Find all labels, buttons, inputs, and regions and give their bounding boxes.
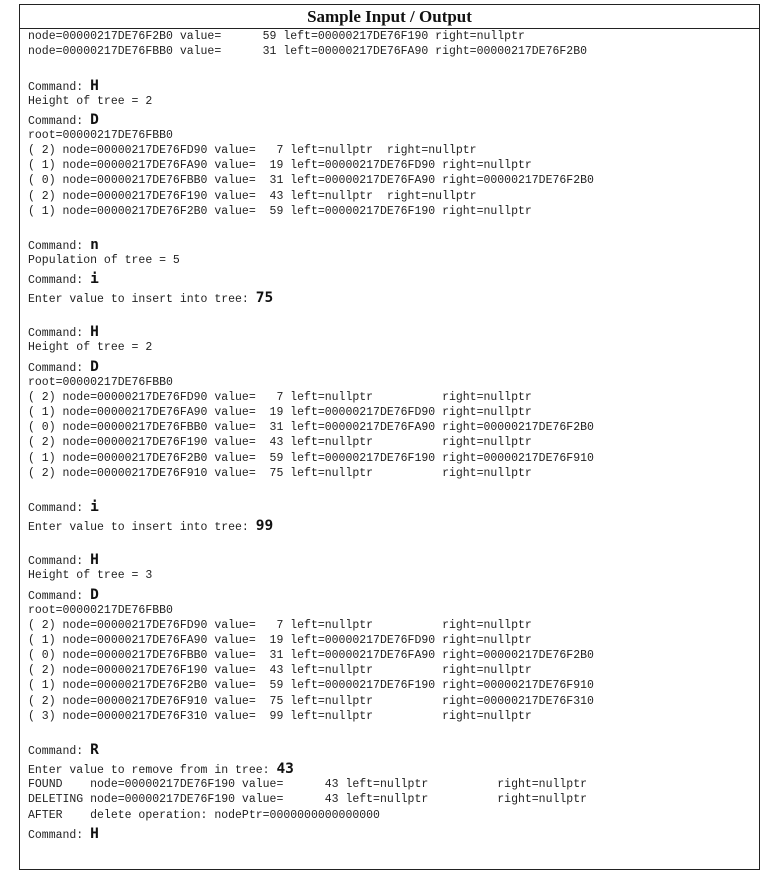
command-input-value: n xyxy=(90,237,99,254)
command-line xyxy=(28,321,755,340)
command-line xyxy=(28,496,755,515)
page-title: Sample Input / Output xyxy=(20,5,759,29)
command-input-value: i xyxy=(90,271,99,288)
command-line xyxy=(28,234,755,253)
command-input-value: H xyxy=(90,324,99,341)
output-line: ( 2) node=00000217DE76F910 value= 75 left=nullptr right=nullptr xyxy=(28,466,532,480)
command-input-value: R xyxy=(90,742,99,759)
output-line: ( 1) node=00000217DE76F2B0 value= 59 left=00000217DE76F190 right=nullptr xyxy=(28,204,532,218)
blank-line xyxy=(28,481,755,496)
command-line xyxy=(28,823,755,842)
output-line: Height of tree = 3 xyxy=(28,569,153,583)
output-line: ( 2) node=00000217DE76FD90 value= 7 left=nullptr right=nullptr xyxy=(28,618,532,632)
sample-io-box xyxy=(19,4,760,870)
command-input-value: D xyxy=(90,111,99,128)
command-prompt: Enter value to insert into tree: xyxy=(28,521,256,535)
command-line xyxy=(28,549,755,568)
output-line: Population of tree = 5 xyxy=(28,254,180,268)
output-line: ( 0) node=00000217DE76FBB0 value= 31 left=00000217DE76FA90 right=00000217DE76F2B0 xyxy=(28,649,594,663)
command-line xyxy=(28,739,755,758)
output-line: ( 1) node=00000217DE76FA90 value= 19 left=00000217DE76FD90 right=nullptr xyxy=(28,406,532,419)
output-line: ( 2) node=00000217DE76F190 value= 43 left=nullptr right=nullptr xyxy=(28,436,532,450)
command-line xyxy=(28,287,755,306)
command-input-value: H xyxy=(90,552,99,569)
output-line: ( 2) node=00000217DE76F190 value= 43 left=nullptr right=nullptr xyxy=(28,189,477,203)
output-line: FOUND node=00000217DE76F190 value= 43 left=nullptr right=nullptr xyxy=(28,778,587,792)
command-prompt: Command: xyxy=(28,274,91,288)
output-line: ( 2) node=00000217DE76F190 value= 43 left=nullptr right=nullptr xyxy=(28,664,532,678)
command-input-value: D xyxy=(90,358,99,375)
command-line xyxy=(28,109,755,128)
command-input-value: H xyxy=(90,825,99,842)
command-line xyxy=(28,584,755,603)
command-line xyxy=(28,758,755,777)
output-line: ( 2) node=00000217DE76FD90 value= 7 left=nullptr right=nullptr xyxy=(28,143,477,157)
blank-line xyxy=(28,306,755,321)
output-line: ( 1) node=00000217DE76F2B0 value= 59 left=00000217DE76F190 right=00000217DE76F910 xyxy=(28,679,594,693)
output-line: ( 1) node=00000217DE76F2B0 value= 59 left=00000217DE76F190 right=00000217DE76F910 xyxy=(28,451,594,465)
command-prompt: Command: xyxy=(28,327,91,341)
command-prompt: Command: xyxy=(28,828,91,842)
output-line: DELETING node=00000217DE76F190 value= 43 left=nullptr right=nullptr xyxy=(28,793,587,807)
output-line: root=00000217DE76FBB0 xyxy=(28,603,173,617)
command-line xyxy=(28,268,755,287)
command-prompt: Command: xyxy=(28,240,91,254)
output-line: Height of tree = 2 xyxy=(28,341,153,355)
output-line: AFTER delete operation: nodePtr=0000000000000000 xyxy=(28,808,380,822)
output-line: root=00000217DE76FBB0 xyxy=(28,375,173,389)
console-output xyxy=(28,29,755,842)
command-prompt: Enter value to remove from in tree: xyxy=(28,764,277,778)
command-input-value: i xyxy=(90,499,99,516)
command-prompt: Enter value to insert into tree: xyxy=(28,293,256,307)
blank-line xyxy=(28,59,755,74)
output-line: node=00000217DE76FBB0 value= 31 left=00000217DE76FA90 right=00000217DE76F2B0 xyxy=(28,45,587,59)
command-input-value: 75 xyxy=(255,290,274,307)
output-line: ( 2) node=00000217DE76FD90 value= 7 left=nullptr right=nullptr xyxy=(28,390,532,404)
output-line: Height of tree = 2 xyxy=(28,94,153,108)
command-prompt: Command: xyxy=(28,114,91,128)
command-line xyxy=(28,75,755,94)
blank-line xyxy=(28,724,755,739)
output-line: node=00000217DE76F2B0 value= 59 left=00000217DE76F190 right=nullptr xyxy=(28,30,525,43)
blank-line xyxy=(28,219,755,234)
command-input-value: 99 xyxy=(255,518,274,535)
command-input-value: 43 xyxy=(276,761,294,778)
command-input-value: H xyxy=(90,77,99,94)
output-line: ( 1) node=00000217DE76FA90 value= 19 left=00000217DE76FD90 right=nullptr xyxy=(28,159,532,173)
output-line: root=00000217DE76FBB0 xyxy=(28,128,173,142)
command-prompt: Command: xyxy=(28,502,91,516)
command-prompt: Command: xyxy=(28,361,91,375)
output-line: ( 3) node=00000217DE76F310 value= 99 left=nullptr right=nullptr xyxy=(28,709,532,723)
command-prompt: Command: xyxy=(28,80,91,94)
output-line: ( 2) node=00000217DE76F910 value= 75 left=nullptr right=00000217DE76F310 xyxy=(28,694,594,708)
command-prompt: Command: xyxy=(28,589,91,603)
command-prompt: Command: xyxy=(28,745,91,759)
output-line: ( 0) node=00000217DE76FBB0 value= 31 left=00000217DE76FA90 right=00000217DE76F2B0 xyxy=(28,421,594,435)
command-line xyxy=(28,356,755,375)
command-prompt: Command: xyxy=(28,555,91,569)
output-line: ( 0) node=00000217DE76FBB0 value= 31 left=00000217DE76FA90 right=00000217DE76F2B0 xyxy=(28,174,594,188)
blank-line xyxy=(28,534,755,549)
command-line xyxy=(28,515,755,534)
output-line: ( 1) node=00000217DE76FA90 value= 19 left=00000217DE76FD90 right=nullptr xyxy=(28,633,532,647)
command-input-value: D xyxy=(90,586,99,603)
